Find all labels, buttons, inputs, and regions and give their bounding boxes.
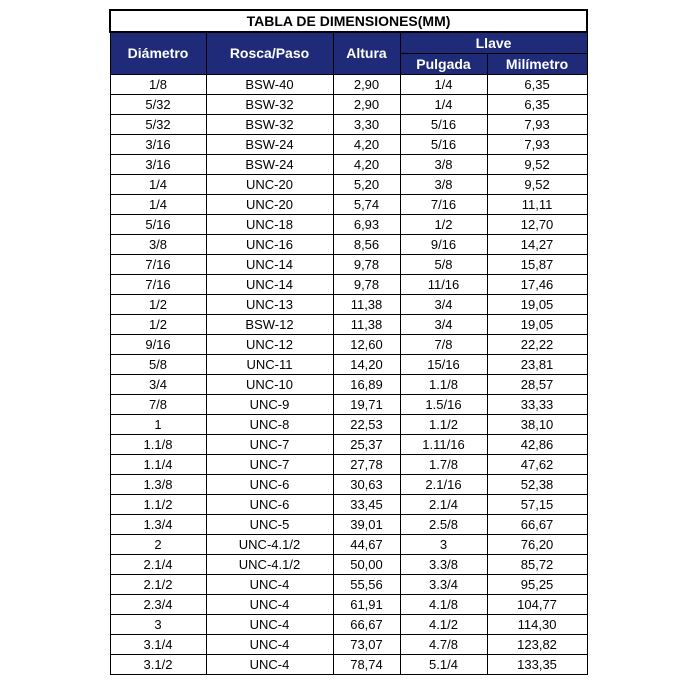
cell-pulgada: 1/4 [400,95,487,115]
cell-diametro: 5/8 [110,355,206,375]
cell-milimetro: 9,52 [487,175,587,195]
cell-altura: 14,20 [333,355,400,375]
cell-diametro: 7/16 [110,255,206,275]
cell-milimetro: 7,93 [487,115,587,135]
cell-altura: 78,74 [333,655,400,675]
cell-altura: 61,91 [333,595,400,615]
cell-pulgada: 3/4 [400,315,487,335]
cell-altura: 2,90 [333,75,400,95]
table-row [110,215,587,235]
table-row [110,595,587,615]
cell-milimetro: 11,11 [487,195,587,215]
cell-diametro: 2.1/4 [110,555,206,575]
cell-milimetro: 12,70 [487,215,587,235]
cell-altura: 33,45 [333,495,400,515]
table-row [110,495,587,515]
cell-diametro: 5/32 [110,115,206,135]
cell-altura: 66,67 [333,615,400,635]
cell-pulgada: 7/16 [400,195,487,215]
cell-pulgada: 3.3/4 [400,575,487,595]
cell-rosca-paso: UNC-8 [206,415,333,435]
cell-altura: 12,60 [333,335,400,355]
cell-pulgada: 11/16 [400,275,487,295]
cell-altura: 11,38 [333,295,400,315]
cell-pulgada: 15/16 [400,355,487,375]
table-body [110,75,587,675]
cell-altura: 30,63 [333,475,400,495]
cell-milimetro: 52,38 [487,475,587,495]
cell-pulgada: 1.5/16 [400,395,487,415]
cell-diametro: 9/16 [110,335,206,355]
cell-diametro: 7/16 [110,275,206,295]
cell-rosca-paso: UNC-4 [206,635,333,655]
cell-pulgada: 5/16 [400,115,487,135]
cell-milimetro: 6,35 [487,75,587,95]
cell-diametro: 3/8 [110,235,206,255]
table-row [110,275,587,295]
table-row [110,175,587,195]
cell-rosca-paso: UNC-7 [206,435,333,455]
cell-rosca-paso: UNC-4 [206,615,333,635]
cell-milimetro: 85,72 [487,555,587,575]
cell-pulgada: 3 [400,535,487,555]
cell-pulgada: 5/8 [400,255,487,275]
cell-diametro: 1 [110,415,206,435]
table-row [110,135,587,155]
header-milimetro: Milímetro [487,54,587,75]
cell-milimetro: 17,46 [487,275,587,295]
table-row [110,555,587,575]
cell-diametro: 1/8 [110,75,206,95]
cell-altura: 6,93 [333,215,400,235]
cell-pulgada: 2.1/16 [400,475,487,495]
cell-pulgada: 3/8 [400,155,487,175]
cell-milimetro: 76,20 [487,535,587,555]
cell-rosca-paso: UNC-4 [206,655,333,675]
header-pulgada: Pulgada [400,54,487,75]
cell-pulgada: 3/4 [400,295,487,315]
cell-milimetro: 133,35 [487,655,587,675]
cell-diametro: 1/2 [110,315,206,335]
table-row [110,355,587,375]
cell-rosca-paso: BSW-32 [206,95,333,115]
cell-rosca-paso: UNC-6 [206,475,333,495]
cell-altura: 4,20 [333,135,400,155]
cell-altura: 50,00 [333,555,400,575]
cell-pulgada: 7/8 [400,335,487,355]
cell-altura: 3,30 [333,115,400,135]
cell-pulgada: 1/4 [400,75,487,95]
cell-milimetro: 123,82 [487,635,587,655]
cell-diametro: 1.1/4 [110,455,206,475]
cell-milimetro: 23,81 [487,355,587,375]
cell-pulgada: 9/16 [400,235,487,255]
cell-milimetro: 104,77 [487,595,587,615]
cell-pulgada: 1/2 [400,215,487,235]
table-title: TABLA DE DIMENSIONES(MM) [110,10,587,32]
cell-rosca-paso: UNC-4 [206,595,333,615]
table-title-row [110,10,587,32]
header-diametro: Diámetro [110,32,206,75]
header-llave: Llave [400,32,587,54]
cell-pulgada: 4.1/8 [400,595,487,615]
cell-rosca-paso: UNC-11 [206,355,333,375]
cell-pulgada: 2.1/4 [400,495,487,515]
table-row [110,295,587,315]
table-row [110,75,587,95]
cell-pulgada: 2.5/8 [400,515,487,535]
cell-diametro: 2.1/2 [110,575,206,595]
cell-rosca-paso: BSW-24 [206,135,333,155]
cell-rosca-paso: UNC-9 [206,395,333,415]
table-row [110,635,587,655]
cell-diametro: 1.3/8 [110,475,206,495]
cell-milimetro: 38,10 [487,415,587,435]
cell-rosca-paso: UNC-5 [206,515,333,535]
cell-altura: 9,78 [333,255,400,275]
header-altura: Altura [333,32,400,75]
header-rosca-paso: Rosca/Paso [206,32,333,75]
cell-rosca-paso: UNC-20 [206,175,333,195]
table-row [110,155,587,175]
cell-milimetro: 95,25 [487,575,587,595]
cell-rosca-paso: UNC-14 [206,275,333,295]
cell-diametro: 3 [110,615,206,635]
cell-milimetro: 42,86 [487,435,587,455]
cell-altura: 55,56 [333,575,400,595]
cell-rosca-paso: UNC-10 [206,375,333,395]
cell-rosca-paso: UNC-13 [206,295,333,315]
cell-pulgada: 4.7/8 [400,635,487,655]
table-row [110,655,587,675]
cell-rosca-paso: BSW-32 [206,115,333,135]
cell-altura: 16,89 [333,375,400,395]
cell-milimetro: 47,62 [487,455,587,475]
cell-milimetro: 19,05 [487,315,587,335]
cell-milimetro: 6,35 [487,95,587,115]
cell-altura: 5,74 [333,195,400,215]
table-row [110,375,587,395]
cell-milimetro: 15,87 [487,255,587,275]
cell-altura: 27,78 [333,455,400,475]
cell-rosca-paso: UNC-12 [206,335,333,355]
cell-diametro: 1.1/2 [110,495,206,515]
cell-diametro: 3.1/2 [110,655,206,675]
cell-pulgada: 1.7/8 [400,455,487,475]
cell-altura: 4,20 [333,155,400,175]
table-row [110,315,587,335]
cell-diametro: 1.1/8 [110,435,206,455]
cell-rosca-paso: UNC-18 [206,215,333,235]
cell-pulgada: 1.1/2 [400,415,487,435]
header-row-top [110,32,587,54]
cell-diametro: 3/16 [110,155,206,175]
cell-rosca-paso: UNC-6 [206,495,333,515]
cell-altura: 44,67 [333,535,400,555]
cell-milimetro: 114,30 [487,615,587,635]
cell-diametro: 1/4 [110,175,206,195]
table-row [110,195,587,215]
table-row [110,335,587,355]
table-row [110,455,587,475]
cell-diametro: 3/16 [110,135,206,155]
table-row [110,95,587,115]
cell-rosca-paso: UNC-4 [206,575,333,595]
cell-milimetro: 14,27 [487,235,587,255]
cell-diametro: 1/4 [110,195,206,215]
cell-diametro: 2 [110,535,206,555]
cell-diametro: 5/16 [110,215,206,235]
cell-rosca-paso: BSW-40 [206,75,333,95]
cell-diametro: 3/4 [110,375,206,395]
cell-altura: 19,71 [333,395,400,415]
cell-milimetro: 22,22 [487,335,587,355]
dimensions-table [109,9,588,675]
cell-altura: 22,53 [333,415,400,435]
cell-rosca-paso: UNC-14 [206,255,333,275]
cell-milimetro: 33,33 [487,395,587,415]
cell-milimetro: 28,57 [487,375,587,395]
cell-diametro: 2.3/4 [110,595,206,615]
table-row [110,575,587,595]
cell-pulgada: 1.11/16 [400,435,487,455]
cell-rosca-paso: BSW-12 [206,315,333,335]
cell-milimetro: 66,67 [487,515,587,535]
table-row [110,395,587,415]
cell-diametro: 3.1/4 [110,635,206,655]
table-row [110,255,587,275]
cell-pulgada: 1.1/8 [400,375,487,395]
cell-altura: 9,78 [333,275,400,295]
cell-pulgada: 4.1/2 [400,615,487,635]
table-row [110,515,587,535]
cell-altura: 8,56 [333,235,400,255]
cell-pulgada: 3.3/8 [400,555,487,575]
cell-rosca-paso: BSW-24 [206,155,333,175]
cell-altura: 25,37 [333,435,400,455]
cell-diametro: 5/32 [110,95,206,115]
cell-altura: 11,38 [333,315,400,335]
table-row [110,235,587,255]
cell-pulgada: 3/8 [400,175,487,195]
cell-milimetro: 9,52 [487,155,587,175]
cell-rosca-paso: UNC-20 [206,195,333,215]
table-row [110,115,587,135]
table-row [110,475,587,495]
cell-altura: 2,90 [333,95,400,115]
cell-milimetro: 57,15 [487,495,587,515]
cell-milimetro: 7,93 [487,135,587,155]
cell-altura: 39,01 [333,515,400,535]
cell-diametro: 1/2 [110,295,206,315]
dimensions-table-sheet [109,9,586,675]
table-row [110,415,587,435]
cell-rosca-paso: UNC-16 [206,235,333,255]
table-row [110,535,587,555]
cell-diametro: 1.3/4 [110,515,206,535]
cell-rosca-paso: UNC-7 [206,455,333,475]
table-row [110,435,587,455]
cell-altura: 5,20 [333,175,400,195]
cell-pulgada: 5.1/4 [400,655,487,675]
table-row [110,615,587,635]
cell-diametro: 7/8 [110,395,206,415]
cell-rosca-paso: UNC-4.1/2 [206,535,333,555]
cell-pulgada: 5/16 [400,135,487,155]
cell-rosca-paso: UNC-4.1/2 [206,555,333,575]
cell-milimetro: 19,05 [487,295,587,315]
cell-altura: 73,07 [333,635,400,655]
